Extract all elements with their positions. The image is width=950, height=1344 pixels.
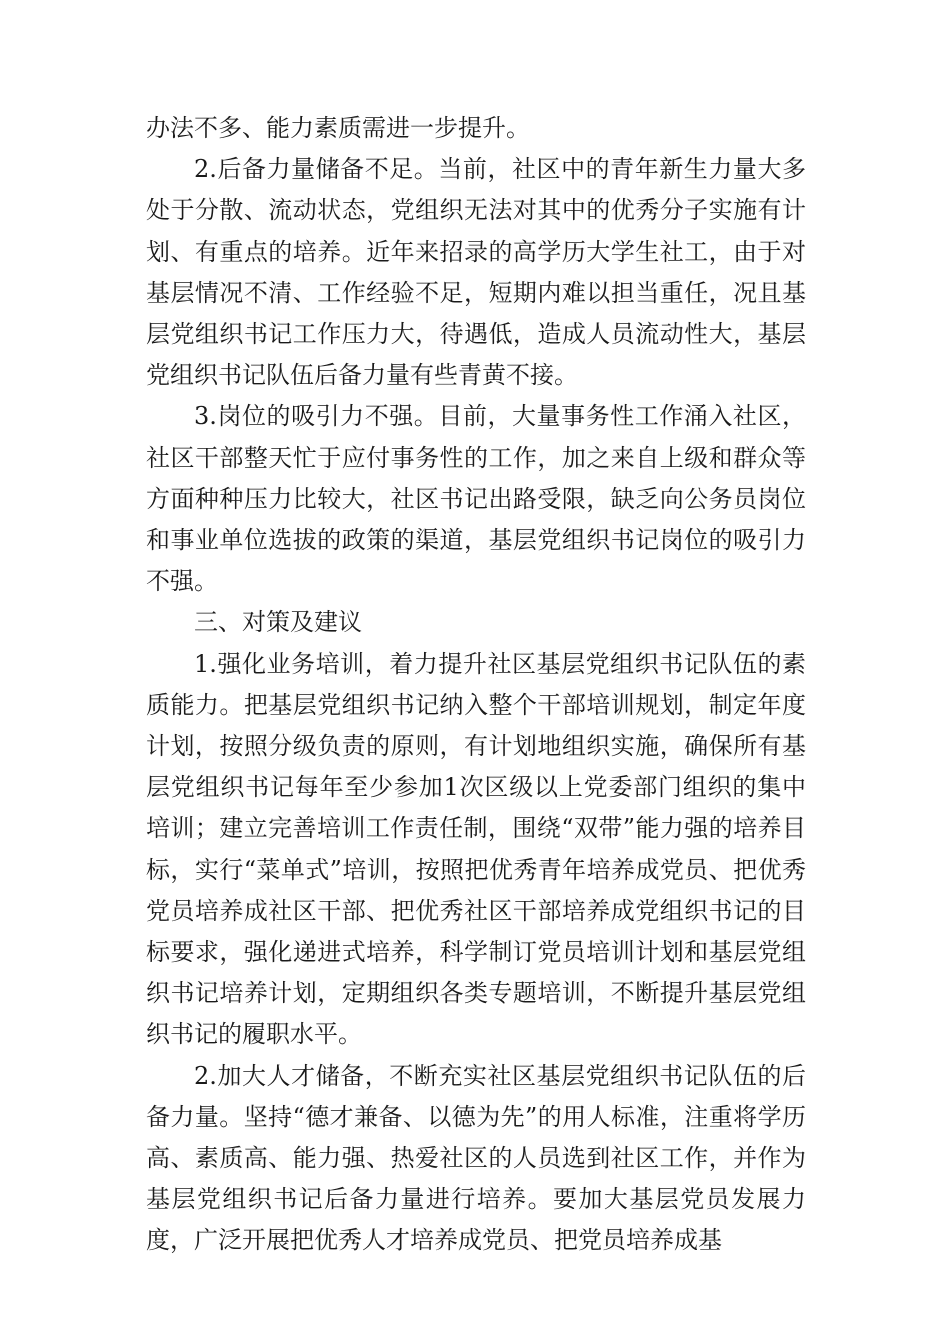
section-heading-countermeasures: 三、对策及建议 — [194, 608, 362, 637]
paragraph-training: 1.强化业务培训，着力提升社区基层党组织书记队伍的素质能力。把基层党组织书记纳入整个干部培训规划，制定年度计划，按照分级负责的原则，有计划地组织实施，确保所有基层党组织书记每年至少参加1次区级以上党委部门组织的集中培训；建立完善培训工作责任制，围绕“双带”能力强的培养目标，实行“菜单式”培训，按照把优秀青年培养成党员、把优秀党员培养成社区干部、把优秀社区干部培养成党组织书记的目标要求，强化递进式培养，科学制订党员培训计划和基层党组织书记培养计划，定期组织各类专题培训，不断提升基层党组织书记的履职水平。 — [146, 649, 806, 1049]
paragraph-talent-reserve: 2.加大人才储备，不断充实社区基层党组织书记队伍的后备力量。坚持“德才兼备、以德为先”的用人标准，注重将学历高、素质高、能力强、热爱社区的人员选到社区工作，并作为基层党组织书记后备力量进行培养。要加大基层党员发展力度，广泛开展把优秀人才培养成党员、把党员培养成基 — [146, 1061, 806, 1255]
document-body — [146, 108, 806, 1262]
paragraph-reserve-strength: 2.后备力量储备不足。当前，社区中的青年新生力量大多处于分散、流动状态，党组织无法对其中的优秀分子实施有计划、有重点的培养。近年来招录的高学历大学生社工，由于对基层情况不清、工作经验不足，短期内难以担当重任，况且基层党组织书记工作压力大，待遇低，造成人员流动性大，基层党组织书记队伍后备力量有些青黄不接。 — [146, 155, 806, 390]
paragraph-post-attraction: 3.岗位的吸引力不强。目前，大量事务性工作涌入社区，社区干部整天忙于应付事务性的工作，加之来自上级和群众等方面种种压力比较大，社区书记出路受限，缺乏向公务员岗位和事业单位选拔的政策的渠道，基层党组织书记岗位的吸引力不强。 — [146, 402, 806, 596]
paragraph-continued: 办法不多、能力素质需进一步提升。 — [146, 114, 530, 142]
